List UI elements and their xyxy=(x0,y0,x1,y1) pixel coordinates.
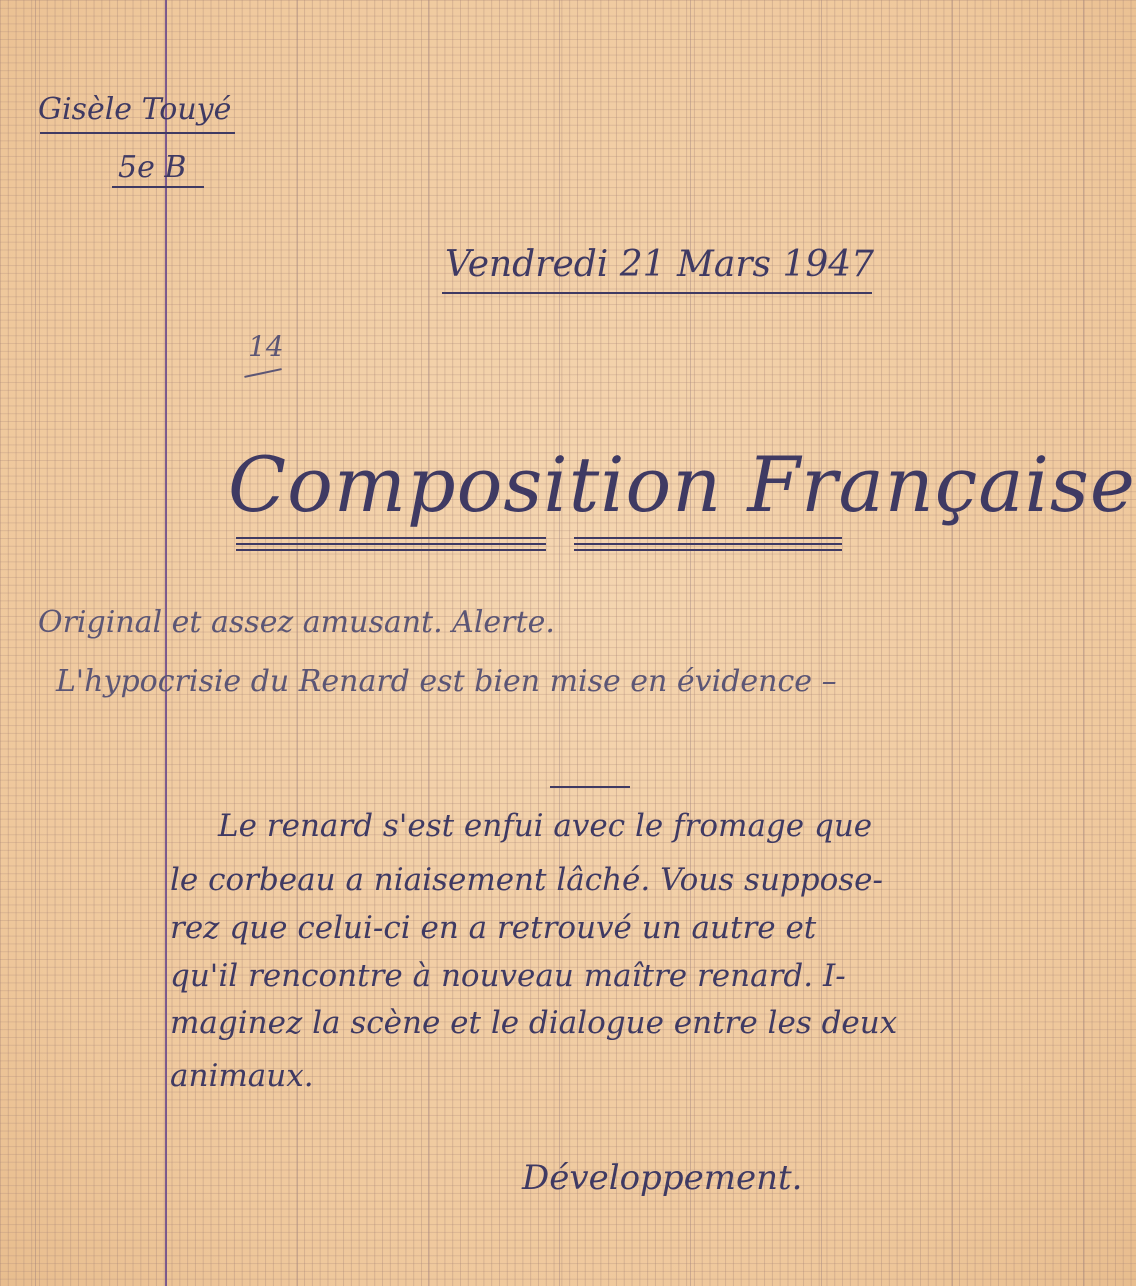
date: Vendredi 21 Mars 1947 xyxy=(445,244,875,285)
prompt-line: maginez la scène et le dialogue entre les deux xyxy=(170,1005,898,1041)
grade-underline xyxy=(244,368,281,377)
page-title: Composition Française xyxy=(228,440,1136,529)
prompt-line: Le renard s'est enfui avec le fromage que xyxy=(218,808,873,844)
student-class-underline xyxy=(112,186,204,188)
title-underline-3 xyxy=(236,549,546,551)
teacher-comment-line-2: L'hypocrisie du Renard est bien mise en évidence – xyxy=(56,664,837,699)
prompt-line: animaux. xyxy=(170,1058,314,1094)
date-underline xyxy=(442,292,872,294)
section-heading: Développement. xyxy=(522,1158,803,1198)
title-underline-1 xyxy=(236,537,546,539)
prompt-line: qu'il rencontre à nouveau maître renard. I- xyxy=(170,958,846,994)
margin-line xyxy=(165,0,167,1286)
student-name: Gisèle Touyé xyxy=(38,92,232,127)
teacher-comment-line-1: Original et assez amusant. Alerte. xyxy=(38,605,555,640)
prompt-line: rez que celui-ci en a retrouvé un autre et xyxy=(170,910,817,946)
prompt-line: le corbeau a niaisement lâché. Vous suppose- xyxy=(170,862,883,898)
grade: 14 xyxy=(248,330,284,363)
student-name-underline xyxy=(40,132,235,134)
title-underline-6 xyxy=(574,549,842,551)
separator-line xyxy=(550,786,630,788)
student-class: 5e B xyxy=(118,150,187,185)
title-underline-5 xyxy=(574,543,842,545)
title-underline-2 xyxy=(236,543,546,545)
title-underline-4 xyxy=(574,537,842,539)
